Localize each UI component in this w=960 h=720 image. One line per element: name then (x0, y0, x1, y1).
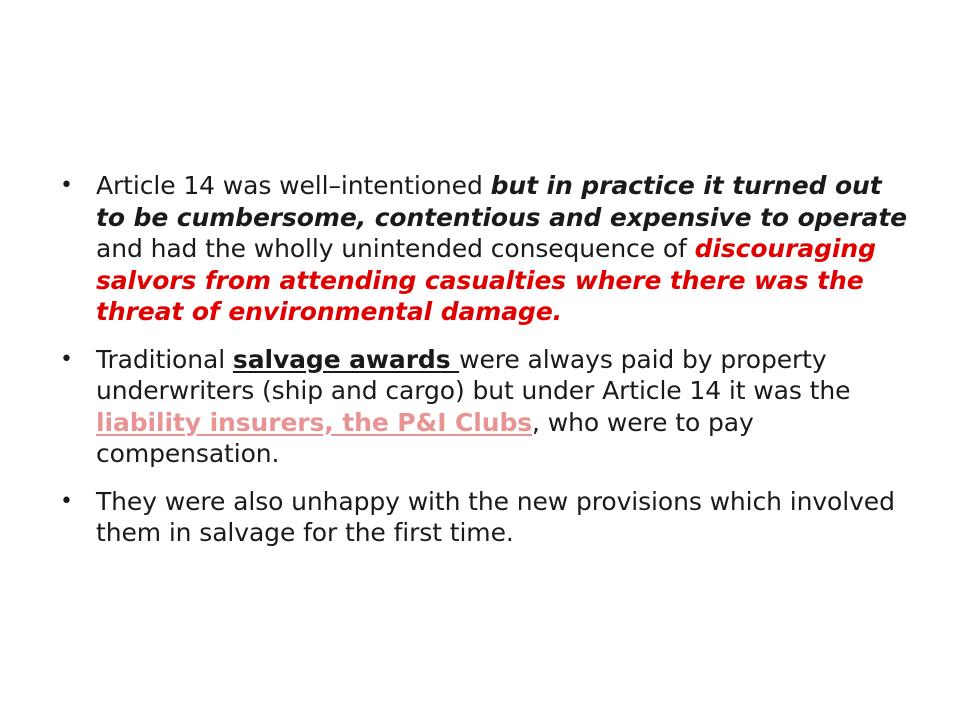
bullet-text: were always paid by property underwriters (ship and cargo) but under Article 14 it was the (96, 344, 851, 405)
bullet-unhappy-provisions (60, 486, 910, 549)
bullet-emphasis: but in practice it turned out to be cumbersome, contentious and expensive to operate (96, 171, 908, 232)
bullet-marker: • (60, 346, 73, 372)
bullet-list (60, 170, 910, 565)
salvage-awards-term: salvage awards (232, 344, 460, 374)
bullet-article-14 (60, 170, 910, 328)
bullet-marker: • (60, 173, 73, 198)
bullet-text: Traditional (96, 344, 233, 374)
bullet-text: Article 14 was well–intentioned (96, 171, 491, 200)
bullet-traditional-salvage (60, 344, 910, 470)
bullet-text: , who were to pay compensation. (96, 407, 754, 468)
bullet-marker: • (60, 488, 73, 514)
bullet-text: They were also unhappy with the new provisions which involved them in salvage for the first time. (96, 486, 895, 547)
bullet-text: and had the wholly unintended consequence of (96, 234, 695, 263)
bullet-emphasis-red: discouraging salvors from attending casualties where there was the threat of environmental damage. (96, 234, 876, 326)
liability-insurers-link[interactable]: liability insurers, the P&I Clubs (96, 407, 533, 437)
